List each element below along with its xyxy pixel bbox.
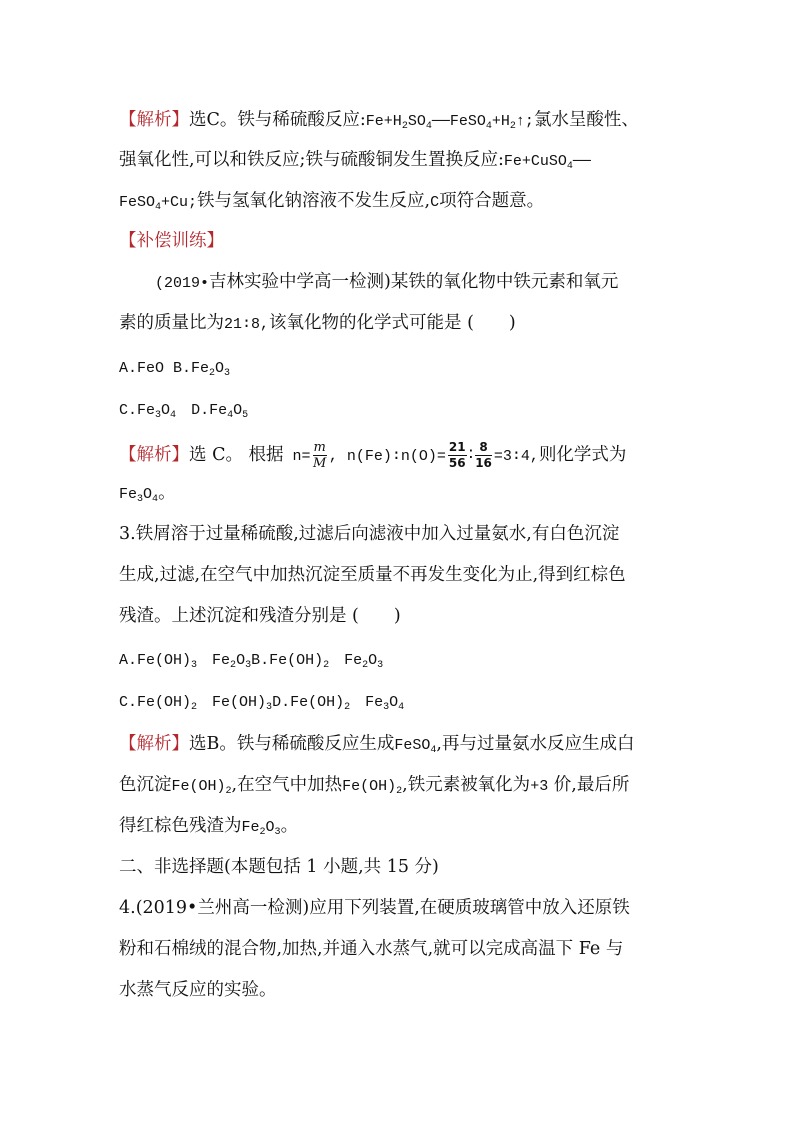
analysis-tag: 【解析】 bbox=[119, 110, 189, 130]
supplement-question-line-2: 素的质量比为21∶8,该氧化物的化学式可能是 ( ) bbox=[119, 313, 516, 333]
analysis-line-1: 【解析】选C。铁与稀硫酸反应$:Fe+H_2SO_4──FeSO_4+H_2↑$;氯水呈酸性、 bbox=[119, 110, 639, 132]
analysis-line-2: 强氧化性,可以和铁反应;铁与硫酸铜发生置换反应:Fe+CuSO$_4$── bbox=[119, 150, 591, 172]
supplement-options-ab: A.FeO $B.Fe_2O_3$ bbox=[119, 360, 231, 379]
fraction-8-16: $\frac{8}{16}$ bbox=[475, 440, 492, 470]
question-4-line-2: 粉和石棉绒的混合物,加热,并通入水蒸气,就可以完成高温下 Fe 与 bbox=[119, 939, 624, 959]
question-4-line-3: 水蒸气反应的实验。 bbox=[119, 980, 277, 1000]
supplement-question-line-1: (2019•吉林实验中学高一检测)某铁的氧化物中铁元素和氧元 bbox=[155, 272, 619, 292]
question-3-line-3: 残渣。上述沉淀和残渣分别是 ( ) bbox=[119, 606, 401, 626]
question-3-answer-line-1: 【解析】选B。铁与稀硫酸反应生成FeSO$_4$,再与过量氨水反应生成白 bbox=[119, 734, 635, 756]
analysis-line-3: FeSO$_4$+Cu;铁与氢氧化钠溶液不发生反应,C项符合题意。 bbox=[119, 191, 545, 213]
question-3-options-cd: $C.Fe(OH)_2$ $Fe(OH)_3D.Fe(OH)_2$ $Fe_3O_4$ bbox=[119, 694, 405, 713]
fraction-21-56: $\frac{21}{56}$ bbox=[448, 440, 466, 470]
supplement-options-cd: $C.Fe_3O_4$ $D.Fe_4O_5$ bbox=[119, 402, 249, 421]
section-heading-non-choice: 二、非选择题(本题包括 1 小题,共 15 分) bbox=[119, 857, 439, 877]
question-3-line-1: 3.铁屑溶于过量稀硫酸,过滤后向滤液中加入过量氨水,有白色沉淀 bbox=[119, 524, 620, 544]
supplement-answer-line-1: 【解析】选 C。 根据 n= $\frac{m}{M}$ , n(Fe)∶n(O)= $\frac{21}{56}$ ∶ $\frac{8}{16}$ =3∶4,则化学式为 bbox=[119, 440, 627, 471]
supplement-answer-line-2: $Fe_3O_4$。 bbox=[119, 483, 176, 505]
question-3-answer-line-3: 得红棕色残渣为$Fe_2O_3$。 bbox=[119, 816, 299, 838]
supplement-heading: 【补偿训练】 bbox=[119, 231, 224, 251]
fraction-m-over-M: $\frac{m}{M}$ bbox=[313, 440, 327, 471]
question-3-line-2: 生成,过滤,在空气中加热沉淀至质量不再发生变化为止,得到红棕色 bbox=[119, 565, 626, 585]
question-4-line-1: 4.(2019•兰州高一检测)应用下列装置,在硬质玻璃管中放入还原铁 bbox=[119, 898, 630, 918]
question-3-options-ab: $A.Fe(OH)_3$ $Fe_2O_3B.Fe(OH)_2$ $Fe_2O_3$ bbox=[119, 652, 384, 671]
question-3-answer-line-2: 色沉淀$Fe(OH)_2$,在空气中加热$Fe(OH)_2$,铁元素被氧化为+3 价,最后所 bbox=[119, 775, 630, 797]
